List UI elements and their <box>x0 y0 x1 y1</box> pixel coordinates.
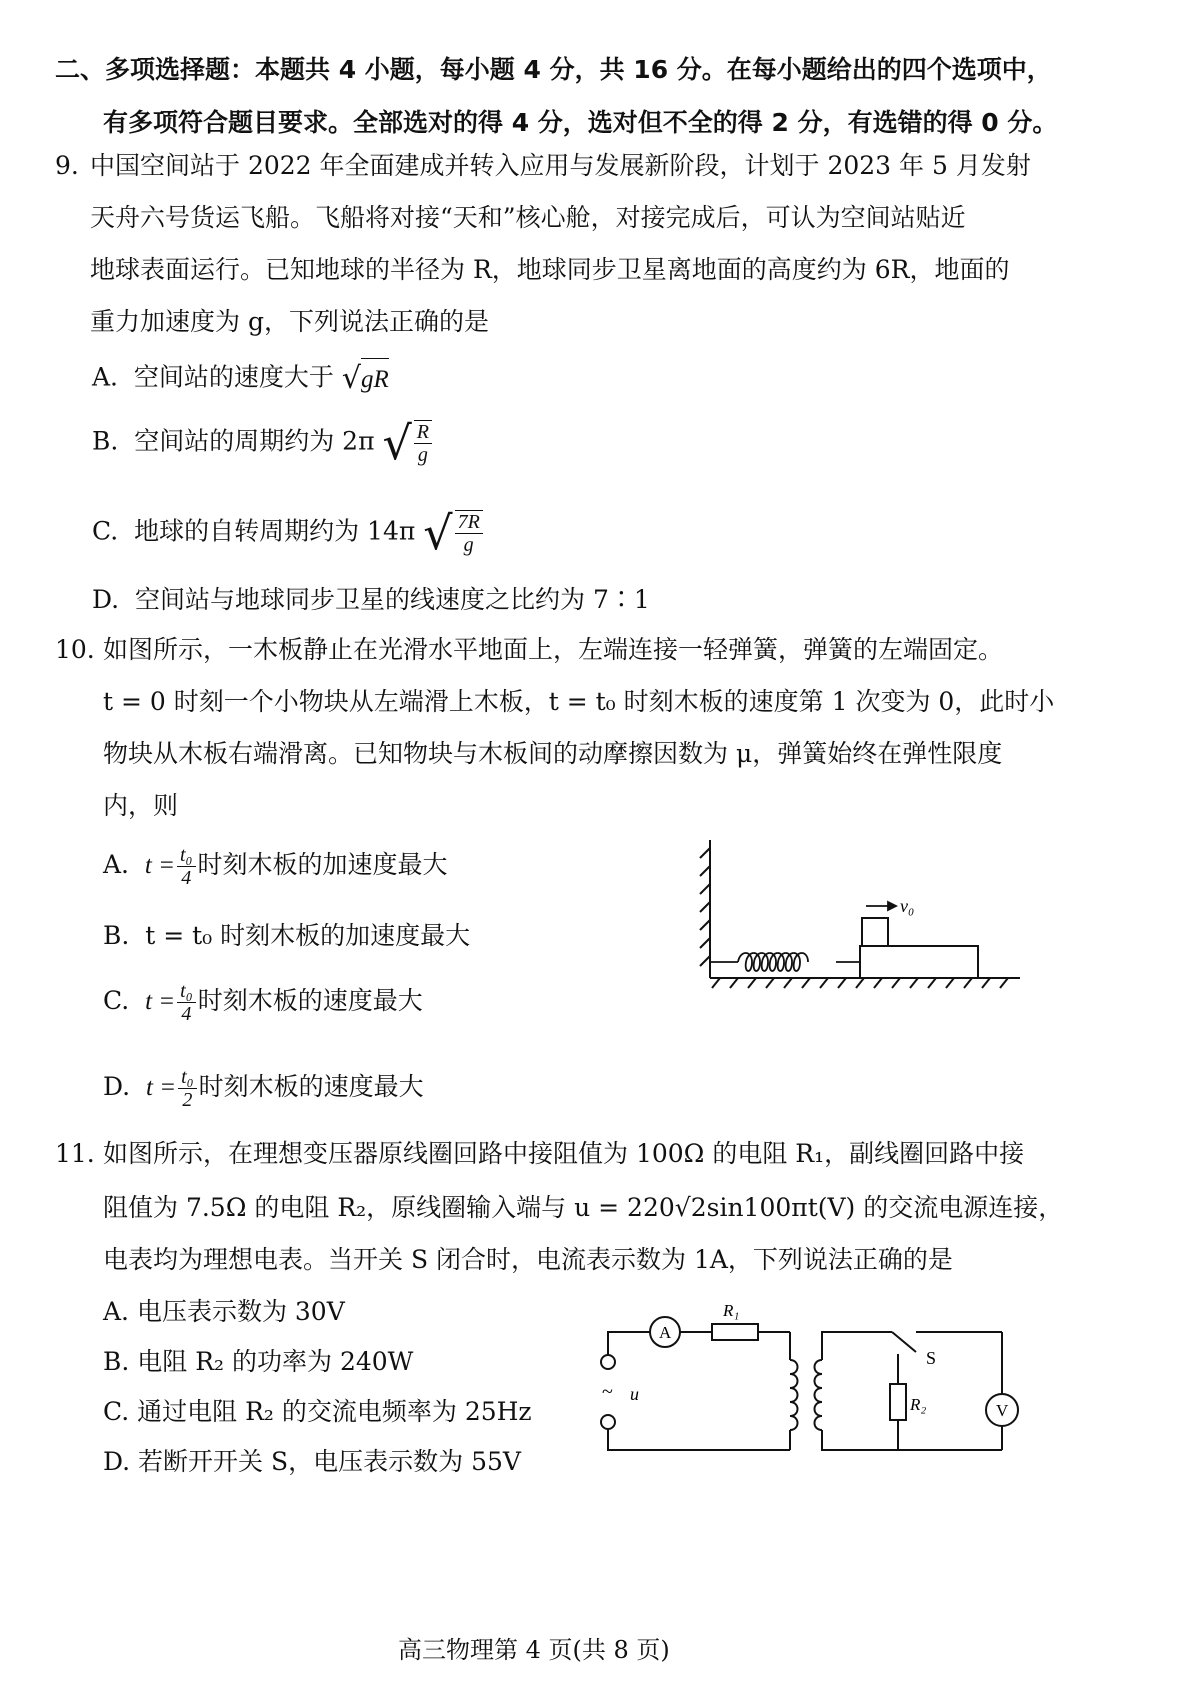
q10-option-d-prefix: t = <box>146 1074 177 1101</box>
q9-option-b-label: B. <box>92 426 119 456</box>
r2-label: R₂ <box>910 1395 927 1414</box>
q10-option-b-text: t = t₀ 时刻木板的加速度最大 <box>145 921 471 950</box>
q11-option-b: B. 电阻 R₂ 的功率为 240W <box>103 1347 414 1376</box>
q9-option-a <box>92 356 389 402</box>
q10-option-a-denominator: 4 <box>181 867 192 889</box>
q9-number: 9. <box>55 151 79 180</box>
q9-option-b <box>92 416 434 470</box>
q9-line-4: 重力加速度为 g，下列说法正确的是 <box>90 307 489 336</box>
q10-line-1: 如图所示，一木板静止在光滑水平地面上，左端连接一轻弹簧，弹簧的左端固定。 <box>103 635 1004 664</box>
r1-label: R₁ <box>723 1301 740 1320</box>
sqrt-sign: √ $\frac{7R}{g}$ <box>423 510 485 556</box>
q9-option-d-text: 空间站与地球同步卫星的线速度之比约为 7∶1 <box>135 585 650 614</box>
q10-spring-board-figure <box>690 830 1030 995</box>
q10-option-c-numerator: t₀ <box>177 980 196 1003</box>
sqrt-sign: √ gR <box>342 356 389 402</box>
voltmeter-label: V <box>996 1401 1009 1420</box>
velocity-label: v₀ <box>900 896 915 916</box>
q9-line-1: 中国空间站于 2022 年全面建成并转入应用与发展新阶段，计划于 2023 年 5 月发射 <box>90 151 1031 180</box>
q9-option-c <box>92 506 485 560</box>
q10-line-4: 内，则 <box>103 791 179 820</box>
q10-option-c-label: C. <box>103 986 130 1015</box>
ammeter-label: A <box>659 1323 672 1342</box>
q10-option-d-label: D. <box>103 1072 131 1101</box>
wall <box>700 840 710 978</box>
ac-symbol: ~ <box>602 1381 613 1403</box>
q10-option-c-denominator: 4 <box>181 1003 192 1025</box>
q10-option-b <box>103 916 470 956</box>
q9-option-c-denominator: g <box>463 534 474 556</box>
q10-option-c <box>103 980 423 1025</box>
primary-coil <box>790 1360 798 1430</box>
q9-option-a-radicand: gR <box>361 366 389 393</box>
q10-line-3: 物块从木板右端滑离。已知物块与木板间的动摩擦因数为 μ，弹簧始终在弹性限度 <box>103 739 1003 768</box>
q10-option-d <box>103 1066 424 1111</box>
q10-option-d-text: 时刻木板的速度最大 <box>198 1072 424 1101</box>
q10-option-c-text: 时刻木板的速度最大 <box>197 986 423 1015</box>
q9-option-d-label: D. <box>92 585 120 614</box>
ground <box>710 978 1020 988</box>
q9-option-b-text: 空间站的周期约为 2π <box>134 426 375 456</box>
q11-option-a: A. 电压表示数为 30V <box>103 1297 345 1326</box>
q9-option-a-label: A. <box>92 362 119 392</box>
q10-option-a-numerator: t₀ <box>177 844 196 867</box>
q10-number: 10. <box>55 635 95 664</box>
page-footer: 高三物理第 4 页(共 8 页) <box>398 1636 670 1664</box>
q10-line-2: t = 0 时刻一个小物块从左端滑上木板，t = t₀ 时刻木板的速度第 1 次变为 0，此时小 <box>103 687 1055 716</box>
q10-option-b-label: B. <box>103 921 130 950</box>
q10-option-a-text: 时刻木板的加速度最大 <box>197 850 448 879</box>
q9-option-b-numerator: R <box>414 421 432 444</box>
q11-option-d: D. 若断开开关 S，电压表示数为 55V <box>103 1447 521 1476</box>
section-heading-line1: 二、多项选择题：本题共 4 小题，每小题 4 分，共 16 分。在每小题给出的四个选项中， <box>55 55 1052 84</box>
q10-option-a-prefix: t = <box>144 852 175 879</box>
q10-option-c-prefix: t = <box>145 988 176 1015</box>
switch-label: S <box>926 1348 937 1368</box>
q10-option-a-label: A. <box>103 850 130 879</box>
q9-option-c-numerator: 7R <box>455 511 483 534</box>
spring <box>710 953 860 971</box>
q9-option-c-label: C. <box>92 516 119 546</box>
q11-number: 11. <box>55 1139 95 1168</box>
q11-line-1: 如图所示，在理想变压器原线圈回路中接阻值为 100Ω 的电阻 R₁，副线圈回路中接 <box>103 1139 1025 1168</box>
board <box>860 946 978 978</box>
source-voltage-label: u <box>630 1384 639 1404</box>
resistor-r1 <box>712 1324 758 1340</box>
q11-transformer-circuit <box>590 1290 1030 1465</box>
q9-option-c-text: 地球的自转周期约为 14π <box>134 516 416 546</box>
q11-line-2: 阻值为 7.5Ω 的电阻 R₂，原线圈输入端与 u = 220√2sin100πt(V) 的交流电源连接， <box>103 1193 1064 1222</box>
section-heading-line2: 有多项符合题目要求。全部选对的得 4 分，选对但不全的得 2 分，有选错的得 0 分。 <box>103 108 1058 137</box>
block <box>862 918 888 946</box>
q10-option-a <box>103 844 448 889</box>
q10-option-d-denominator: 2 <box>182 1089 193 1111</box>
q10-option-d-numerator: t₀ <box>178 1066 197 1089</box>
q11-option-c: C. 通过电阻 R₂ 的交流电频率为 25Hz <box>103 1397 532 1426</box>
secondary-circuit <box>822 1332 1002 1450</box>
q9-option-d <box>92 580 650 620</box>
q11-line-3: 电表均为理想电表。当开关 S 闭合时，电流表示数为 1A，下列说法正确的是 <box>103 1245 953 1274</box>
q9-line-3: 地球表面运行。已知地球的半径为 R，地球同步卫星离地面的高度约为 6R，地面的 <box>90 255 1010 284</box>
q9-option-b-denominator: g <box>417 444 428 466</box>
secondary-coil <box>815 1360 823 1430</box>
sqrt-sign: √ $\frac{R}{g}$ <box>382 420 434 466</box>
resistor-r2 <box>890 1384 906 1420</box>
q9-line-2: 天舟六号货运飞船。飞船将对接“天和”核心舱，对接完成后，可认为空间站贴近 <box>90 203 966 232</box>
velocity-arrow <box>866 902 896 910</box>
q9-option-a-text: 空间站的速度大于 <box>133 362 334 392</box>
